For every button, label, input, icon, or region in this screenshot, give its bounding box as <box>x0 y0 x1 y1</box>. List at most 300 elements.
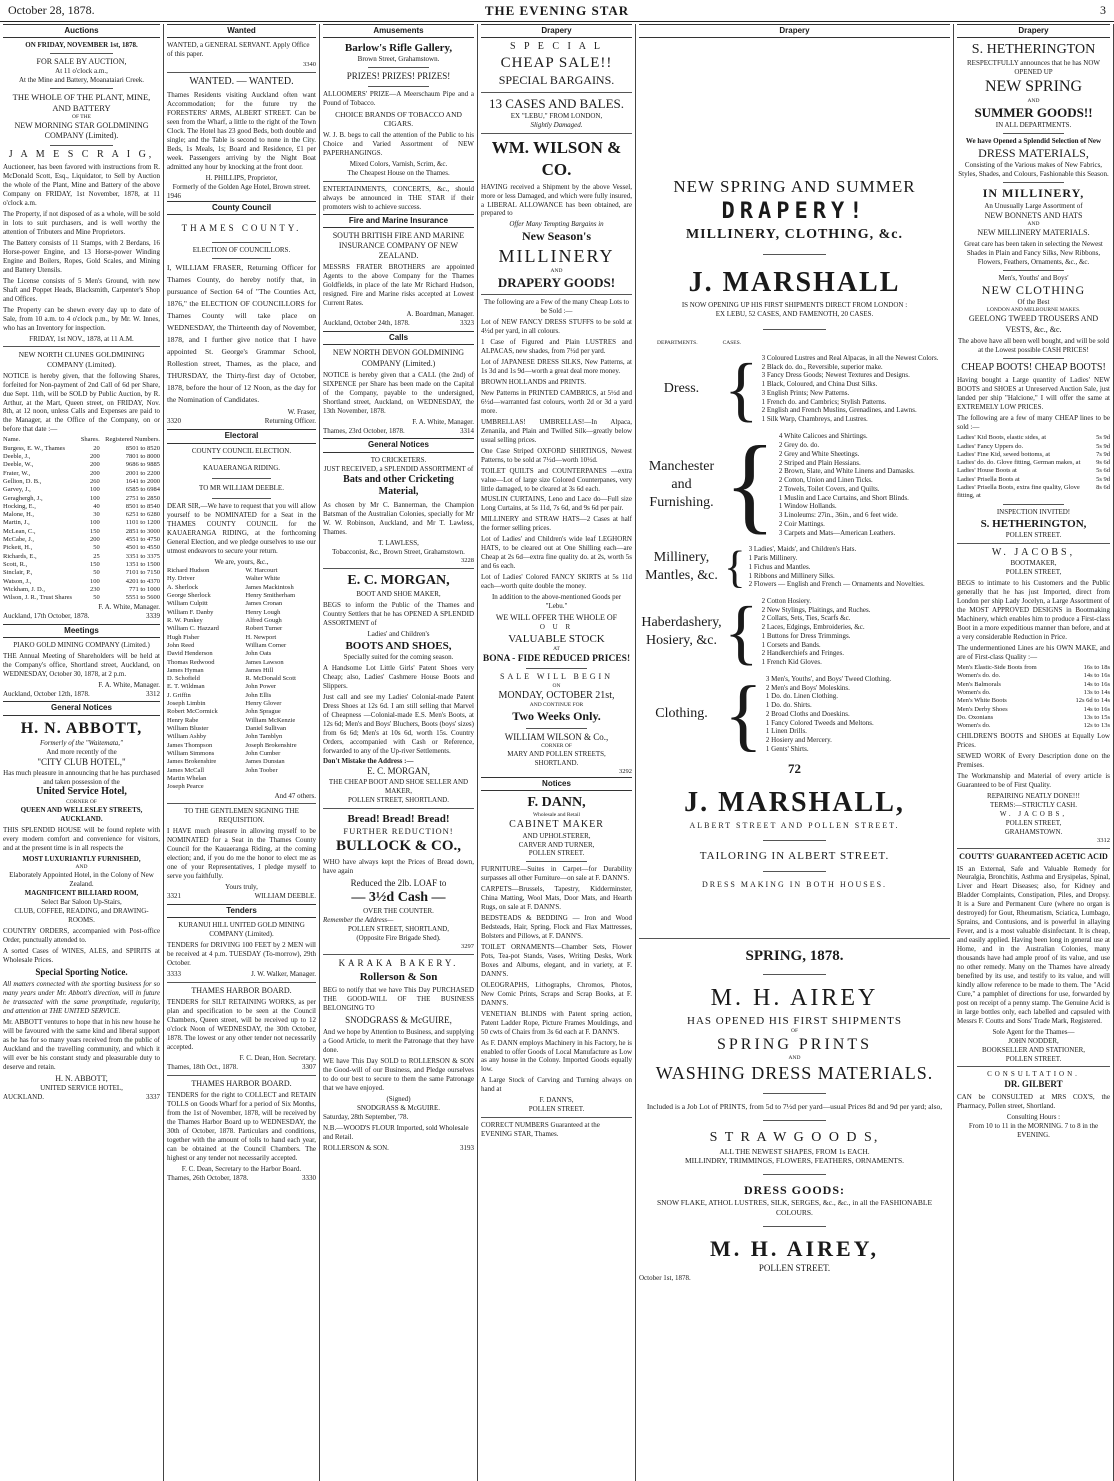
signatory-name: Thomas Redwood <box>167 658 215 666</box>
dressmaking: DRESS MAKING IN BOTH HOUSES. <box>701 879 888 889</box>
department-items <box>766 675 891 754</box>
names-more: And 47 others. <box>274 791 316 800</box>
price-cell: Women's do. do. <box>957 672 1001 680</box>
divider <box>1003 270 1064 271</box>
harbor-footer <box>167 1174 316 1183</box>
sewed: SEWED WORK of Every Description done on the Premises. <box>957 752 1110 770</box>
ad-number: 3307 <box>302 1062 316 1071</box>
col-header: Name. <box>3 436 21 444</box>
divider <box>323 808 474 809</box>
table-cell: 50 <box>93 594 100 602</box>
list-item: MUSLIN CURTAINS, Leno and Lace do—Full size Long Curtains, at 5s 11d, 7s 6d, and 9s 6d per pair. <box>481 495 632 513</box>
mixed: Mixed Colors, Varnish, Scrim, &c. <box>349 159 448 168</box>
price-cell: Women's do. <box>957 688 991 696</box>
table-row <box>3 478 160 486</box>
section-calls: Calls <box>323 331 474 345</box>
ad-number: 1946 <box>167 191 181 200</box>
signatory-name: David Henderson <box>167 650 213 658</box>
cheap-boots: CHEAP BOOTS! CHEAP BOOTS! <box>961 361 1106 373</box>
section-tenders: Tenders <box>167 904 316 918</box>
millinery: MILLINERY <box>498 245 615 266</box>
table-cell: 4551 to 4750 <box>125 536 160 544</box>
divider <box>50 53 113 54</box>
signatory-name: H. Newport <box>245 633 277 641</box>
piako-sign: F. A. White, Manager. <box>98 680 160 689</box>
signatory-name: D. Schofield <box>167 675 200 683</box>
price-cell: 14s to 16s <box>1083 672 1110 680</box>
table-row <box>3 594 160 602</box>
sole-agent: Sole Agent for the Thames— <box>992 1027 1075 1036</box>
consisting: Consisting of the Various makes of New Fabrics, Styles, Shades, and Colours, Fashionable this Season. <box>958 161 1109 179</box>
department-item: 1 Buttons for Dress Trimmings. <box>761 631 851 640</box>
bootmaker: BOOTMAKER, <box>1010 559 1057 568</box>
list-item: OLEOGRAPHS, Lithographs, Chromos, Photos, New Comic Prints, Scraps and Scrap Books, at F. DANN'S. <box>481 980 632 1007</box>
bullock-opp: (Opposite Fire Brigade Shed). <box>356 934 441 943</box>
table-cell: 6585 to 6984 <box>125 486 160 494</box>
just-received: JUST RECEIVED, a SPLENDID ASSORTMENT of <box>323 464 474 473</box>
fire-text: MESSRS FRATER BROTHERS are appointed Agents to the above Company for the Thames Goldfields, in place of the late Mr Richard Hudson, resigned. Fire and Marine risks accepted at Lowest Current Rates. <box>323 263 474 308</box>
ad-number: 3340 <box>303 61 316 69</box>
remember: Remember the Address— <box>323 916 394 925</box>
department-item: 2 Grey and White Sheetings. <box>778 449 860 458</box>
tailoring: TAILORING IN ALBERT STREET. <box>699 849 890 862</box>
fire-title: SOUTH BRITISH FIRE AND MARINE INSURANCE COMPANY OF NEW ZEALAND. <box>332 230 465 261</box>
headline-spring: NEW SPRING AND SUMMER <box>673 177 916 197</box>
jacobs-table <box>957 664 1110 731</box>
lawless-addr: Tobacconist, &c., Brown Street, Grahamstown. <box>332 547 465 556</box>
new-spring: NEW SPRING <box>984 78 1083 96</box>
new-clothing: NEW CLOTHING <box>981 282 1086 297</box>
divider <box>212 498 272 499</box>
divider <box>957 1066 1110 1067</box>
divider <box>167 1075 316 1076</box>
morgan-text2: A Handsome Lot Little Girls' Patent Shoes very Cheap; also, Ladies' Cashmere House Boots and Slippers. <box>323 663 474 690</box>
new-season: New Season's <box>521 229 591 244</box>
divider <box>1003 182 1064 183</box>
department-item: 4 White Calicoes and Shirtings. <box>778 432 868 441</box>
wanted-sign: H. PHILLIPS, Proprietor, <box>205 173 278 182</box>
divider <box>481 92 632 93</box>
table-cell: Deeble, W., <box>3 461 34 469</box>
department-item: 2 Grey do. do. <box>778 441 820 450</box>
department-item: 1 French do. and Cambrics; Stylish Patterns. <box>761 397 887 406</box>
column-wanted <box>164 24 320 1481</box>
table-cell: 260 <box>89 477 100 485</box>
signatory-name: John Tamblyn <box>245 733 283 741</box>
department-item: 1 Window Hollands. <box>778 502 837 511</box>
sale-line: At the Mine and Battery, Moanataiari Creek. <box>18 76 145 85</box>
abbott-corner: CORNER OF <box>66 799 97 806</box>
harbor-date: Thames, 26th October, 1878. <box>167 1173 249 1182</box>
price-row <box>957 722 1110 730</box>
ad-number: 3333 <box>167 969 181 978</box>
abbott-country: COUNTRY ORDERS, accompanied with Post-office Order, punctually attended to. <box>3 926 160 944</box>
divider <box>957 848 1110 849</box>
in-all: IN ALL DEPARTMENTS. <box>995 121 1072 130</box>
ww: WILLIAM WILSON & Co., <box>504 731 609 742</box>
kuranui-text: TENDERS for DRIVING 100 FEET by 2 MEN will be received at 4 p.m. TUESDAY (To-morrow), 29th October. <box>167 941 316 968</box>
wanted-ad: WANTED, a GENERAL SERVANT. Apply Office of this paper. <box>167 41 310 59</box>
price-row <box>957 451 1110 459</box>
harbor-sign: F. C. Dean, Hon. Secretary. <box>239 1053 316 1062</box>
fire-footer <box>323 319 474 328</box>
clunes-title: NEW NORTH CLUNES GOLDMINING COMPANY (Limited). <box>18 350 145 370</box>
department-item: 1 Ribbons and Millinery Silks. <box>748 571 835 580</box>
table-cell: 1351 to 1500 <box>125 561 160 569</box>
table-cell: 4501 to 4550 <box>125 544 160 552</box>
clunes-footer <box>3 612 160 621</box>
divider <box>1003 133 1064 134</box>
price-row <box>957 681 1110 689</box>
summer: SUMMER GOODS!! <box>974 104 1093 120</box>
morgan-title: E. C. MORGAN, <box>347 573 450 589</box>
list-item: New Patterns in PRINTED CAMBRICS, at 5½d and 6½d—warranted fast colours, worth 2d or 3d a yard more. <box>481 389 632 415</box>
divider <box>957 543 1110 544</box>
signatory-name: James Hill <box>245 666 274 674</box>
divider <box>50 145 113 146</box>
signatory-name: Hy. Driver <box>167 575 195 583</box>
airey-opened: HAS OPENED HIS FIRST SHIPMENTS <box>687 1014 902 1027</box>
battery-text: The Battery consists of 11 Stamps, with 2 Berdans, 16 Horse-power Engine, and 13 Horse-power Winding Engine and Boilers, Ropes, Gold Scales, and Mining and Battery Utensils. <box>3 239 160 274</box>
signatory-name: William Bluster <box>167 725 209 732</box>
table-cell: Wilson, J. R., Trust Shares <box>3 594 73 602</box>
ad-number: 3314 <box>460 426 474 435</box>
millinery-line: MILLINDRY, TRIMMINGS, FLOWERS, FEATHERS, ORNAMENTS. <box>684 1156 905 1166</box>
department-item: 2 Towels, Toilet Covers, and Quilts. <box>778 484 880 493</box>
requisition-text: DEAR SIR,—We have to request that you will allow yourself to be NOMINATED for a Seat in the THAMES COUNTY COUNCIL for the KAUAERANGA RIDING, at the forthcoming General Election, and we pledge ourselves to use our utmost endeavors to secure your return. <box>167 502 316 556</box>
addressee: TO MR WILLIAM DEEBLE. <box>199 484 284 493</box>
signatory-name: James Dunstan <box>245 758 285 766</box>
department-items <box>762 597 871 667</box>
license-text: The License consists of 5 Men's Ground, with new Shaft and Poppet Heads, Blacksmith, Carpenter's Shop and Offices. <box>3 276 160 303</box>
department-item: 1 Paris Millinery. <box>748 554 798 563</box>
signatory-name: Alfred Gough <box>245 616 282 624</box>
price-cell: 5s 6d <box>1096 467 1110 475</box>
price-cell: Men's Elastic-Side Boots from <box>957 663 1037 671</box>
signatory-name: John Oats <box>245 650 272 658</box>
harbor-title: THAMES HARBOR BOARD. <box>191 1078 292 1088</box>
table-row <box>3 445 160 453</box>
bats: Bats and other Cricketing Material, <box>343 473 454 498</box>
section-drapery: Drapery <box>639 24 950 38</box>
price-row <box>957 476 1110 484</box>
department-item: 1 Do. do. Linen Clothing. <box>765 692 839 701</box>
kuranui-sign: J. W. Walker, Manager. <box>251 969 316 978</box>
addition: In addition to the above-mentioned Goods per "Lebu." <box>491 593 622 610</box>
table-cell: 7801 to 8000 <box>125 452 160 460</box>
signatory-name: William Simmons <box>167 749 215 757</box>
divider <box>323 568 474 569</box>
table-cell: Gellion, D. B., <box>3 477 42 485</box>
harbor-date: Thames, 18th Oct., 1878. <box>167 1062 238 1071</box>
morgan-text3: Just call and see my Ladies' Colonial-made Patent Dress Shoes at 12s 6d. I am still selling that Marvel of Cheapness —Colonial-made E.S. Men's Boots, at 12s 6d; Men's and Boys' Bluchers, Boots (boys' sizes) from 6s 6d; Men's at 10s 6d, worth 15s. Country Orders, accompanied with Cash or Reference, forwarded to any of the Up-river Settlements. <box>323 692 474 755</box>
price-cell: Ladies' Fancy Uppers do. <box>957 442 1024 450</box>
terms: TERMS:—STRICTLY CASH. <box>990 801 1077 810</box>
section-amusements: Amusements <box>323 24 474 38</box>
table-row <box>3 511 160 519</box>
price-cell: 14s to 16s <box>1083 680 1110 688</box>
ad-number: 3297 <box>461 943 474 951</box>
brace: { <box>724 668 763 759</box>
spacer <box>639 41 950 176</box>
airey-name2: M. H. AIREY, <box>709 1235 880 1261</box>
devon-title: NEW NORTH DEVON GOLDMINING COMPANY (Limited.) <box>332 348 465 368</box>
signatory-name: James Cronan <box>245 600 283 608</box>
view-text: The Property can be shewn every day up to date of Sale, from 10 a.m. to 4 o'clock p.m., by Mr. W. Innes, who has an Inventory for inspection. <box>3 305 160 332</box>
list-item: UMBRELLAS! UMBRELLAS!—In Alpaca, Zenanila, and Plain and Twilled Silk—greatly below usual selling prices. <box>481 417 632 444</box>
damaged: Slightly Damaged. <box>530 121 583 130</box>
price-row <box>957 434 1110 442</box>
abbott-and: AND <box>75 864 88 871</box>
divider <box>323 954 474 955</box>
heth-name2: S. HETHERINGTON, <box>980 517 1087 530</box>
price-row <box>957 443 1110 451</box>
abbott-club: CLUB, COFFEE, READING, and DRAWING-ROOMS. <box>14 906 149 924</box>
table-cell: 50 <box>93 569 100 577</box>
price-row <box>957 714 1110 722</box>
list-item: FURNITURE—Suites in Carpet—for Durability surpasses all other Furniture—on sale at F. DANN'S. <box>481 865 632 883</box>
dann: F. DANN, <box>527 794 586 810</box>
divider <box>526 861 586 862</box>
wjb-text: W. J. B. begs to call the attention of the Public to his Choice and Varied Assortment of NEW PAPERHANGINGS. <box>323 130 474 157</box>
department-items <box>749 545 925 589</box>
department-item: 2 Striped and Plain Hessians. <box>778 458 861 467</box>
ad-number: 3292 <box>619 768 632 776</box>
table-cell: Deeble, J., <box>3 452 31 460</box>
lawless: T. LAWLESS, <box>378 539 419 548</box>
devon-sign: F. A. White, Manager. <box>412 417 474 426</box>
table-row <box>3 528 160 536</box>
table-cell: Sinclair, P., <box>3 569 33 577</box>
divider <box>368 86 428 87</box>
price-cell: 9s 6d <box>1096 459 1110 467</box>
divider <box>639 938 950 939</box>
department-item: 2 Hosiery and Mercery. <box>765 736 832 745</box>
section-meetings: Meetings <box>3 624 160 638</box>
gentlemen-yours: Yours truly, <box>225 883 258 892</box>
fire-date: Auckland, October 24th, 1878. <box>323 319 410 328</box>
signatory-name: Walter White <box>245 575 281 583</box>
spring-prints: SPRING PRINTS <box>716 1035 873 1053</box>
rollerson: Rollerson & Son <box>359 970 438 983</box>
shares-table <box>3 436 160 602</box>
riding-name: KAUAERANGA RIDING. <box>203 464 280 473</box>
table-cell: Pickett, H., <box>3 544 33 552</box>
price-row <box>957 706 1110 714</box>
mens: Men's, Youths' and Boys' <box>998 274 1069 283</box>
department-item: 2 English and French Muslins, Grenadines, and Lawns. <box>761 406 917 415</box>
abbott-footer <box>3 1093 160 1102</box>
harbor-sign: F. C. Dean, Secretary to the Harbor Board. <box>181 1164 302 1173</box>
harbor-footer <box>167 1063 316 1072</box>
geelong: GEELONG TWEED TROUSERS AND VESTS, &c., &c. <box>968 314 1099 334</box>
barlow-title: Barlow's Rifle Gallery, <box>344 42 453 55</box>
signatory-name: W. Harcourt <box>245 567 278 575</box>
divider <box>763 329 825 330</box>
section-wanted: Wanted <box>167 24 316 38</box>
abbott-cases: A sorted Cases of WINES, ALES, and SPIRITS at Wholesale Prices. <box>3 946 160 964</box>
gilbert: DR. GILBERT <box>1004 1079 1063 1090</box>
table-cell: 2851 to 3000 <box>125 527 160 535</box>
table-cell: 8501 to 8540 <box>125 502 160 510</box>
dann-text2: A Large Stock of Carving and Turning always on hand at <box>481 1076 632 1094</box>
list-item: 1 Case of Figured and Plain LUSTRES and ALPACAS, new shades, from 7½d per yard. <box>481 338 632 356</box>
page-header <box>0 0 1114 22</box>
electoral-title: COUNTY COUNCIL ELECTION. <box>191 446 292 455</box>
department-item: 1 Corsets and Bands. <box>761 640 821 649</box>
ad-number: 3312 <box>146 689 160 698</box>
department-item: 2 Coir Mattings. <box>778 519 825 528</box>
price-cell: Men's Derby Shoes <box>957 705 1008 713</box>
all-newest: ALL THE NEWEST SHAPES, FROM 1s EACH. <box>719 1146 870 1156</box>
morgan-sub: BOOT AND SHOE MAKER, <box>356 590 441 599</box>
price-cell: Ladies' Prisella Boots at <box>957 475 1020 483</box>
ad-number: 3312 <box>1097 836 1110 844</box>
signatory-name: John Reed <box>167 641 195 649</box>
dann-text: As F. DANN employs Machinery in his Factory, he is enabled to offer Goods of Local Manufacture as Low as any house in the Colony. Imported Goods equally low. <box>481 1038 632 1074</box>
abbott-select: Select Bar Saloon Up-Stairs, <box>41 897 122 906</box>
boots-following: The following are a few of many CHEAP lines to be sold :— <box>957 414 1110 432</box>
department-name: Haberdashery, Hosiery, &c. <box>641 614 722 648</box>
kuranui-title: KURANUI HILL UNITED GOLD MINING COMPANY (Limited). <box>178 921 305 939</box>
price-cell: 12s to 13s <box>1083 722 1110 730</box>
department-name: Dress. <box>663 380 700 396</box>
list-item: BEDSTEADS & BEDDING — Iron and Wood Bedsteads, Hair, Spring, Flock and Flax Mattresses, Bolsters and Pillows, at F. DANN'S. <box>481 914 632 941</box>
department-item: 3 Ladies', Maids', and Children's Hats. <box>748 545 857 554</box>
prizes: PRIZES! PRIZES! PRIZES! <box>346 71 451 82</box>
table-row <box>3 503 160 511</box>
inspection: INSPECTION INVITED! <box>996 507 1071 516</box>
col-header: Shares. <box>80 436 100 444</box>
department-item: 1 Fichus and Mantles. <box>748 562 811 571</box>
department-name: Clothing. <box>655 706 708 722</box>
list-item: Lot of Ladies' Colored FANCY SKIRTS at 5s 11d each—worth quite double the money. <box>481 573 632 591</box>
signatory-name: Richard Hudson <box>167 567 210 575</box>
signatory-name: A. Sherlock <box>167 583 199 591</box>
price-cell: 5s 9d <box>1096 442 1110 450</box>
divider <box>212 478 272 479</box>
table-cell: 200 <box>89 452 100 460</box>
signatory-name: John Sprague <box>245 708 281 716</box>
table-cell: 30 <box>93 511 100 519</box>
ad-number: 3320 <box>167 417 181 426</box>
table-cell: 50 <box>93 544 100 552</box>
department-item: 3 Men's, Youths', and Boys' Tweed Clothing. <box>765 674 892 683</box>
dann-sign: F. DANN'S, <box>539 1096 574 1105</box>
divider <box>368 67 428 68</box>
table-cell: Wickham, J. D., <box>3 585 45 593</box>
ad-number: 3337 <box>146 1092 160 1101</box>
auctioneer-name: J A M E S C R A I G, <box>8 148 155 160</box>
list-item: One Case Striped OXFORD SHIRTINGS, Newest Patterns, to be sold at 7½d—worth 10½d. <box>481 446 632 464</box>
snod-sign: SNODGRASS & McGUIRE. <box>356 1104 441 1112</box>
lots-list <box>481 318 632 591</box>
department-item: 1 Do. do. Shirts. <box>765 701 812 710</box>
jacobs-addr: POLLEN STREET, <box>1005 819 1062 828</box>
department-items <box>762 354 939 424</box>
heth-name: S. HETHERINGTON <box>971 42 1096 58</box>
department-item: 2 Cotton, Union and Linen Ticks. <box>778 476 873 485</box>
table-cell: 8501 to 8520 <box>125 444 160 452</box>
table-cell: 150 <box>89 561 100 569</box>
coutts: COUTTS' GUARANTEED ACETIC ACID <box>959 852 1108 862</box>
signatory-name: William C. Hazzard <box>167 625 219 633</box>
brace: { <box>724 424 776 544</box>
lebu: EX "LEBU," FROM LONDON, <box>510 112 603 121</box>
price-row <box>957 459 1110 467</box>
section-fire-marine: Fire and Marine Insurance <box>323 214 474 228</box>
section-general-notices: General Notices <box>3 701 160 715</box>
table-cell: 1101 to 1200 <box>125 519 160 527</box>
piako-text: THE Annual Meeting of Shareholders will be held at the Company's office, Shortland street, Auckland, on WEDNESDAY, October 30, 1878, at 2 p.m. <box>3 651 160 678</box>
price-cell: Women's do. <box>957 722 991 730</box>
bullock-text: WHO have always kept the Prices of Bread down, have again <box>323 857 474 875</box>
signatory-name: James Hyman <box>167 666 204 674</box>
table-cell: 20 <box>93 444 100 452</box>
harbor-text: TENDERS for the right to COLLECT and RETAIN TOLLS on Goods Wharf for a period of Six Months, from the 1st of November, 1878, will be received by the Thames Harbor Board up to WEDNESDAY, the 30th of October, 1878. Particulars and conditions, together with the amount of tolls to hand each year, can be obtained at the Council Chambers. The highest or any tender not necessarily accepted. <box>167 1091 316 1162</box>
department-item: 1 French Kid Gloves. <box>761 658 822 667</box>
price-cell: Men's Balmorals <box>957 680 1001 688</box>
clunes-sign: F. A. White, Manager. <box>98 602 160 611</box>
jacobs-name2: W. JACOBS, <box>999 810 1068 819</box>
table-cell: 200 <box>89 469 100 477</box>
wanted-text: Thames Residents visiting Auckland often want Accommodation; for the future try the FORESTERS' ARMS, ALBERT STREET. Can be seen from the Wharf, a little to the right of the Town Clock. The Hotel has 23 good Beds, both double and single; and the Table is second to none in the City. Beds, 1s Meals, 1s; Board and Residence, £1 per week. Passengers arriving by the Night Boat admitted any hour by knocking at the front door. <box>167 91 316 171</box>
straw: S T R A W G O O D S, <box>709 1129 880 1145</box>
table-cell: 5551 to 5600 <box>125 594 160 602</box>
table-cell: 100 <box>89 519 100 527</box>
divider <box>763 840 825 841</box>
price-cell: Ladies' Prisella Boots, extra fine quality, Glove fitting, at <box>957 484 1080 500</box>
snod: SNODGRASS & McGUIRE, <box>345 1014 452 1025</box>
section-drapery: Drapery <box>481 24 632 38</box>
auction-text: The Property, if not disposed of as a whole, will be sold in lots to suit purchasers, and is well worthy the attention of Tributers and Mine Proprietors. <box>3 210 160 237</box>
on: ON <box>552 682 561 689</box>
divider <box>323 181 474 182</box>
bookseller: BOOKSELLER AND STATIONER, <box>981 1045 1086 1054</box>
signatory-name: William Culpitt <box>167 600 208 608</box>
dann-list <box>481 865 632 1036</box>
great-care: Great care has been taken in selecting the Newest Shades in Plain and Fancy Silks, New Ribbons, Flowers, Feathers, Ornaments, &c., &c. <box>964 240 1103 267</box>
dress-goods: DRESS GOODS: <box>743 1183 846 1198</box>
requisition-we: We are, yours, &c., <box>214 558 269 567</box>
heth-pollen: POLLEN STREET. <box>1005 530 1062 539</box>
workmanship: The Workmanship and Material of every article is Guaranteed to be of First Quality. <box>957 772 1110 790</box>
table-row <box>3 461 160 469</box>
clunes-text: NOTICE is hereby given, that the following Shares, forfeited for Non-payment of 2nd Call of 6d per Share, due Sept. 11th, will be SOLD by Public Auction, by R. Arthur, at the Mart, Queen street, on FRIDAY, Nov. 8th, at 12 noon, unless Calls and Expenses are paid to the Manager, at the Office of the Company, on or before that date :— <box>3 371 160 434</box>
department-item: 2 Collars, Sets, Ties, Scarfs &c. <box>761 614 851 623</box>
signatory-name: John Toober <box>245 766 278 774</box>
signatory-name: Henry Rabe <box>167 716 199 724</box>
department-item: 3 Fancy Dress Goods; Newest Textures and Designs. <box>761 371 910 380</box>
divider <box>763 1174 825 1175</box>
gentlemen-title: TO THE GENTLEMEN SIGNING THE REQUISITION. <box>184 807 299 825</box>
table-row <box>3 569 160 577</box>
divider <box>212 242 272 243</box>
special-bargains: SPECIAL BARGAINS. <box>498 73 615 88</box>
signatory-name: William F. Danby <box>167 608 214 616</box>
table-cell: Watson, J., <box>3 577 32 585</box>
nb: N.B.—WOOD'S FLOUR Imported, sold Wholesale and Retail. <box>323 1123 469 1141</box>
price-row <box>957 467 1110 475</box>
heth-text: RESPECTFULLY announces that he has NOW OPENED UP <box>967 59 1100 77</box>
valuable: VALUABLE STOCK <box>508 633 605 646</box>
department-item: 3 English Prints; New Patterns. <box>761 388 850 397</box>
opened: We have Opened a Splendid Selection of New <box>965 137 1102 146</box>
gentlemen-footer <box>167 892 316 901</box>
table-cell: Geraghergh, J., <box>3 494 43 502</box>
offer: Offer Many Tempting Bargains in <box>509 220 604 229</box>
ad-number: 3330 <box>302 1173 316 1182</box>
